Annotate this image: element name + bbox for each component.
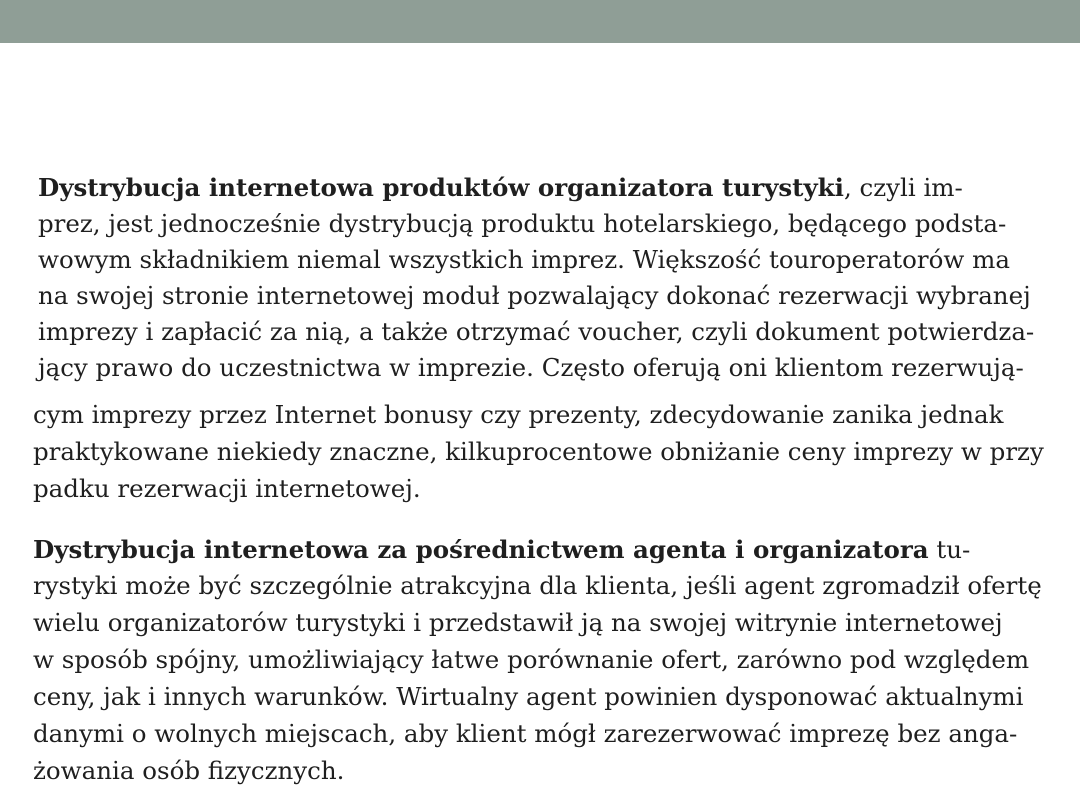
paragraph1-line-5: imprezy i zapłacić za nią, a także otrzymać voucher, czyli dokument potwierdza-	[38, 317, 1035, 346]
paragraph1-line-1	[38, 172, 1044, 204]
paragraph2-lead-rest: tu-	[928, 535, 971, 564]
paragraph2-line-5: ceny, jak i innych warunków. Wirtualny agent powinien dysponować aktualnymi	[33, 682, 1024, 711]
paragraph2-line-7: żowania osób fizycznych.	[33, 756, 345, 785]
paragraph2-line-6: danymi o wolnych miejscach, aby klient mógł zarezerwować imprezę bez anga-	[33, 719, 1018, 748]
paragraph1-lead-bold: Dystrybucja internetowa produktów organizatora turystyki	[38, 173, 844, 202]
paragraph2-lead-bold: Dystrybucja internetowa za pośrednictwem agenta i organizatora	[33, 535, 929, 564]
paragraph2-line-4: w sposób spójny, umożliwiający łatwe porównanie ofert, zarówno pod względem	[33, 645, 1030, 674]
paragraph2-line-3: wielu organizatorów turystyki i przedstawił ją na swojej witrynie internetowej	[33, 608, 1003, 637]
paragraph2-line-2: rystyki może być szczególnie atrakcyjna dla klienta, jeśli agent zgromadził ofertę	[33, 571, 1042, 600]
paragraph1-lead-rest: , czyli im-	[843, 173, 963, 202]
paragraph2-line-1	[33, 534, 970, 566]
paragraph1-line-6: jący prawo do uczestnictwa w imprezie. Często oferują oni klientom rezerwują-	[38, 353, 1024, 382]
paragraph1-line-7: cym imprezy przez Internet bonusy czy prezenty, zdecydowanie zanika jednak	[33, 400, 1004, 429]
paragraph1-line-8: praktykowane niekiedy znaczne, kilkuprocentowe obniżanie ceny imprezy w przy	[33, 437, 1044, 466]
paragraph1-line-9: padku rezerwacji internetowej.	[33, 474, 421, 503]
paragraph1-line-2: prez, jest jednocześnie dystrybucją produktu hotelarskiego, będącego podsta-	[38, 209, 1007, 238]
paragraph1-line-4: na swojej stronie internetowej moduł pozwalający dokonać rezerwacji wybranej	[38, 281, 1031, 310]
paragraph1-line-3: wowym składnikiem niemal wszystkich imprez. Większość touroperatorów ma	[38, 245, 1010, 274]
